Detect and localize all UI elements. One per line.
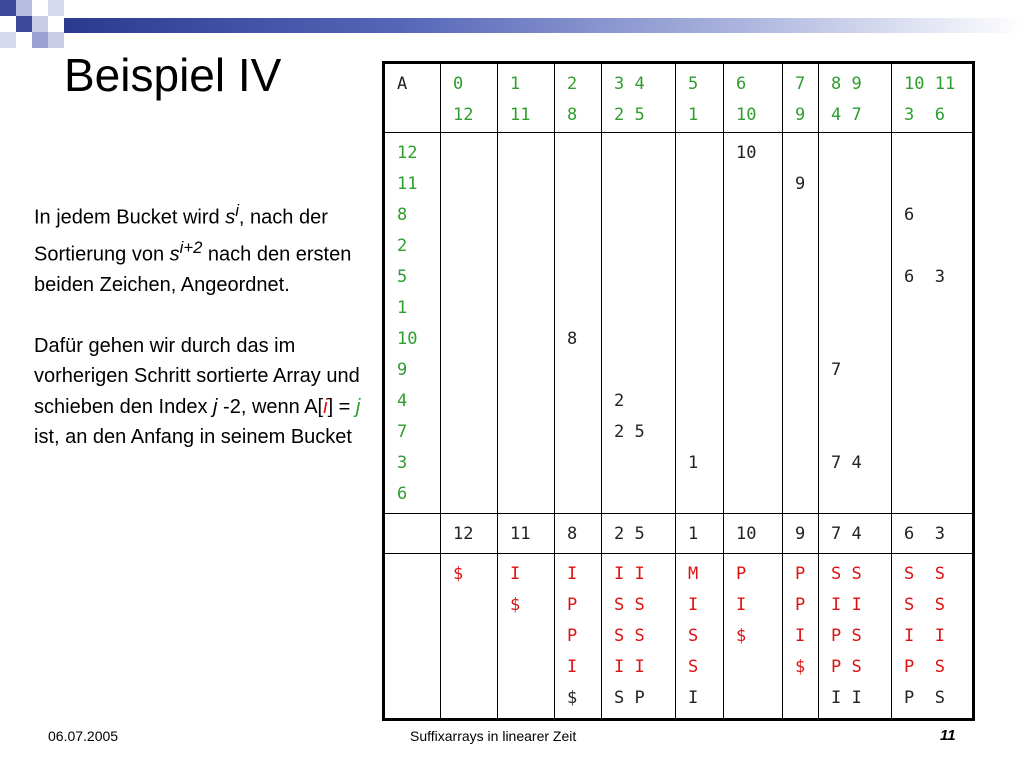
table-cell: 9 (783, 133, 819, 514)
text-run: ist, an den Anfang in seinem Bucket (34, 426, 352, 449)
table-cell (498, 554, 555, 720)
math-s: s (169, 243, 180, 266)
bucket-table (382, 61, 975, 721)
deco-square (48, 32, 64, 48)
table-cell (441, 554, 498, 720)
suffix-chars: I P P I (567, 564, 578, 677)
suffix-chars: P I $ (736, 564, 747, 646)
footer-date: 06.07.2005 (48, 728, 119, 744)
deco-square (16, 16, 32, 32)
table-cell (724, 554, 783, 720)
suffix-chars: S S I I P S P S (831, 564, 862, 677)
suffix-chars: P P I $ (795, 564, 806, 677)
table-cell: 6 10 (724, 63, 783, 133)
description-paragraph-2 (34, 331, 374, 453)
table-cell (819, 554, 892, 720)
table-row-result (384, 514, 974, 554)
table-cell: 7 9 (783, 63, 819, 133)
math-s: s (225, 206, 236, 229)
slide-title: Beispiel IV (64, 49, 282, 101)
table-cell: 8 9 4 7 (819, 63, 892, 133)
text-run: , nach der Sortierung von (34, 206, 328, 266)
math-superscript: i (235, 201, 239, 220)
description-paragraph-1 (34, 196, 374, 301)
table-cell: 10 (724, 514, 783, 554)
suffix-chars-tail: P S (904, 688, 945, 708)
table-cell: 2 5 (602, 514, 676, 554)
table-cell: 7 7 4 (819, 133, 892, 514)
table-cell (498, 133, 555, 514)
suffix-chars: S S S S I I P S (904, 564, 945, 677)
suffix-chars: M I S S (688, 564, 699, 677)
table-cell: A (384, 63, 441, 133)
table-cell: 1 (676, 133, 724, 514)
text-run: In jedem Bucket wird (34, 206, 226, 229)
suffix-chars-tail: $ (567, 688, 578, 708)
math-superscript: i+2 (179, 238, 203, 258)
deco-square (16, 0, 32, 16)
table-row-buckets (384, 133, 974, 514)
table-cell: 12 11 8 2 5 1 10 9 4 7 3 6 (384, 133, 441, 514)
table-cell: 9 (783, 514, 819, 554)
suffix-chars: I $ (510, 564, 521, 615)
text-run: Dafür gehen wir durch das im vorherigen Schritt sortierte Array und schieben den Index (34, 334, 360, 418)
table-cell: 1 (676, 514, 724, 554)
suffix-chars-tail: S P (614, 688, 645, 708)
text-run: ] = (327, 395, 356, 418)
description-text (34, 196, 374, 453)
deco-square (48, 0, 64, 16)
table-cell (384, 554, 441, 720)
table-cell (602, 554, 676, 720)
suffix-chars: $ (453, 564, 464, 584)
text-run: nach den ersten beiden Zeichen, Angeordnet. (34, 243, 352, 297)
deco-square (0, 0, 16, 16)
table-cell: 0 12 (441, 63, 498, 133)
footer-title: Suffixarrays in linearer Zeit (410, 728, 577, 744)
table-row-header (384, 63, 974, 133)
deco-square (0, 32, 16, 48)
table-cell: 2 2 5 (602, 133, 676, 514)
table-cell (384, 514, 441, 554)
suffix-chars-tail: I (688, 688, 699, 708)
table-cell: 2 8 (555, 63, 602, 133)
deco-square (32, 16, 48, 32)
table-cell (892, 554, 974, 720)
math-i: i (323, 395, 328, 418)
table-cell (676, 554, 724, 720)
table-cell: 8 (555, 514, 602, 554)
math-j: j (355, 395, 361, 418)
table-cell: 10 (724, 133, 783, 514)
table-cell: 5 1 (676, 63, 724, 133)
suffix-chars: I I S S S S I I (614, 564, 645, 677)
suffix-chars-tail: I I (831, 688, 862, 708)
table-cell: 10 11 3 6 (892, 63, 974, 133)
table-cell: 7 4 (819, 514, 892, 554)
table-cell: 11 (498, 514, 555, 554)
table-row-suffixes (384, 554, 974, 720)
page-number: 11 (940, 727, 956, 744)
text-run: -2, wenn A[ (217, 395, 324, 418)
table-cell: 1 11 (498, 63, 555, 133)
table-cell (441, 133, 498, 514)
table-cell: 3 4 2 5 (602, 63, 676, 133)
table-cell: 6 6 3 (892, 133, 974, 514)
table-cell: 12 (441, 514, 498, 554)
table-cell: 6 3 (892, 514, 974, 554)
table-cell: 8 (555, 133, 602, 514)
table-cell (783, 554, 819, 720)
header-gradient-bar (64, 18, 1024, 33)
deco-square (32, 32, 48, 48)
math-j: j (213, 395, 218, 418)
table-cell (555, 554, 602, 720)
